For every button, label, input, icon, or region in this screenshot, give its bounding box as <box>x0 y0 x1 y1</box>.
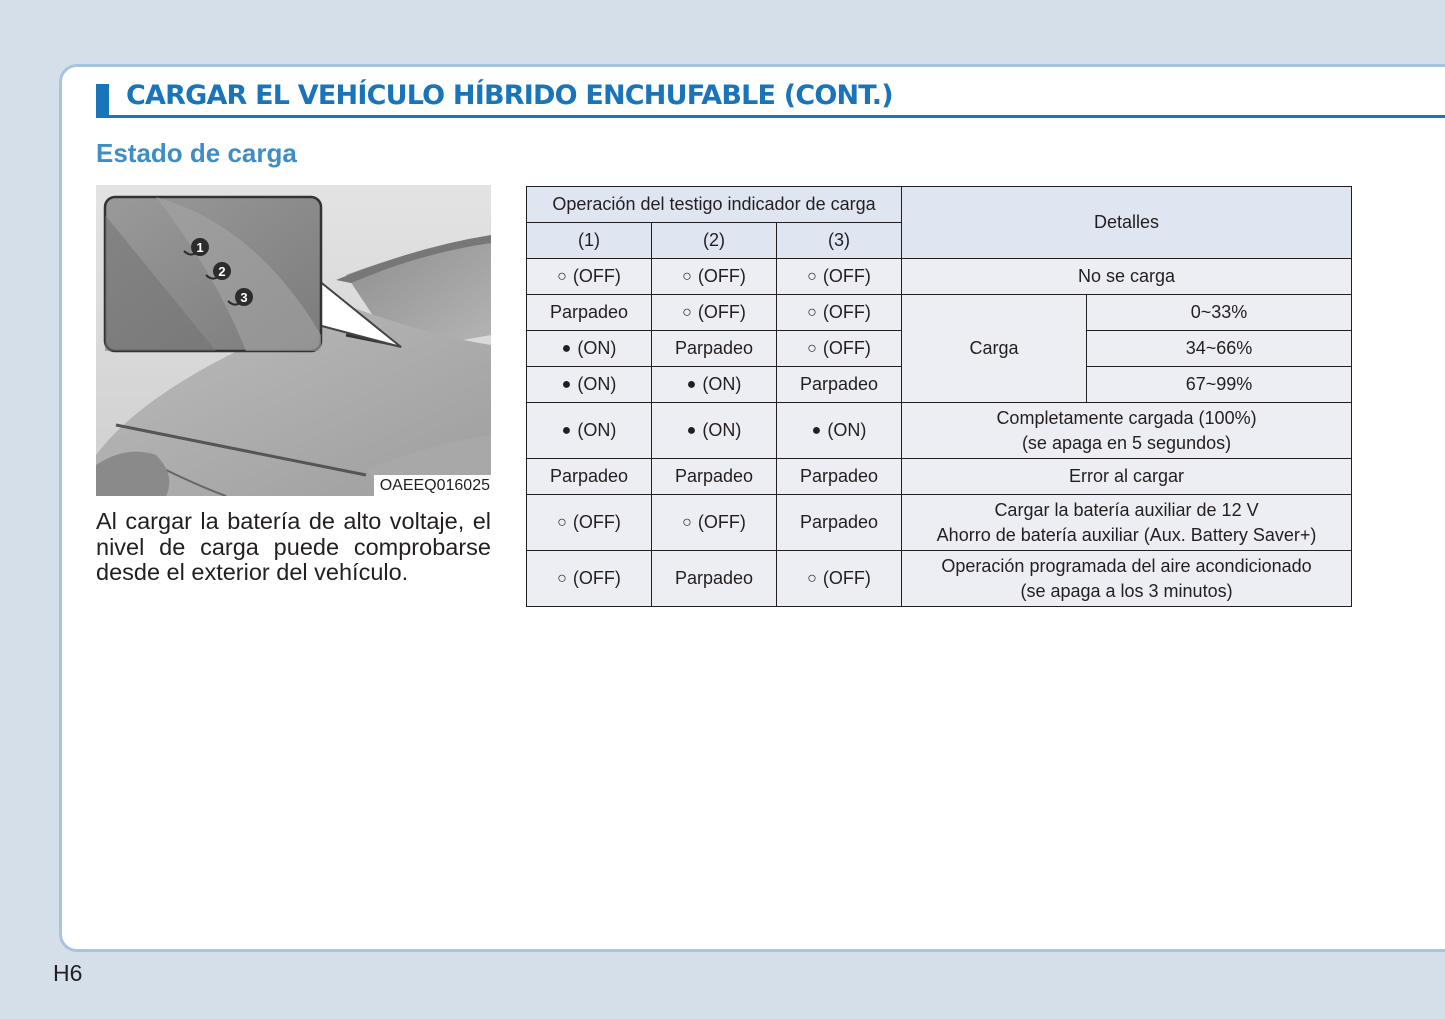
indicator-off-icon: ○ <box>682 303 692 321</box>
detail-cell: No se carga <box>902 259 1352 295</box>
indicator-on-icon: ● <box>561 375 572 393</box>
detail-cell <box>902 403 1352 459</box>
indicator-on-icon: ● <box>561 421 572 439</box>
indicator-off-icon: ○ <box>557 569 567 587</box>
table-row <box>527 459 1352 495</box>
indicator-cell: ● (ON) <box>527 403 652 459</box>
title-underline <box>96 115 1445 118</box>
indicator-cell: ● (ON) <box>652 403 777 459</box>
indicator-cell: Parpadeo <box>777 367 902 403</box>
indicator-cell: Parpadeo <box>652 331 777 367</box>
detail-cell <box>902 551 1352 607</box>
column-header-3: (3) <box>777 223 902 259</box>
detail-cell: 0~33% <box>1087 295 1352 331</box>
indicator-cell: ● (ON) <box>777 403 902 459</box>
table-row <box>527 551 1352 607</box>
detail-cell: 67~99% <box>1087 367 1352 403</box>
detail-line: Ahorro de batería auxiliar (Aux. Battery Saver+) <box>936 524 1317 545</box>
detail-cell: 34~66% <box>1087 331 1352 367</box>
title-accent-bar <box>96 84 109 118</box>
indicator-cell: Parpadeo <box>777 459 902 495</box>
detail-line: (se apaga a los 3 minutos) <box>1020 580 1233 601</box>
table-row <box>527 259 1352 295</box>
indicator-cell: ● (ON) <box>652 367 777 403</box>
indicator-cell: Parpadeo <box>527 459 652 495</box>
indicator-cell: Parpadeo <box>777 495 902 551</box>
svg-text:2: 2 <box>218 264 226 279</box>
indicator-on-icon: ● <box>811 421 822 439</box>
svg-text:3: 3 <box>240 290 248 305</box>
table-details-header: Detalles <box>902 187 1352 259</box>
charging-status-table <box>526 186 1352 607</box>
detail-cell <box>902 495 1352 551</box>
table-row <box>527 295 1352 331</box>
indicator-cell: ○ (OFF) <box>777 259 902 295</box>
indicator-on-icon: ● <box>686 421 697 439</box>
indicator-off-icon: ○ <box>557 267 567 285</box>
indicator-cell: ○ (OFF) <box>652 495 777 551</box>
indicator-cell: Parpadeo <box>652 459 777 495</box>
indicator-cell: ● (ON) <box>527 367 652 403</box>
indicator-cell: ○ (OFF) <box>777 295 902 331</box>
indicator-on-icon: ● <box>686 375 697 393</box>
indicator-off-icon: ○ <box>682 513 692 531</box>
figure-code: OAEEQ016025 <box>374 475 491 496</box>
indicator-cell: ● (ON) <box>527 331 652 367</box>
detail-line: Completamente cargada (100%) <box>996 407 1257 428</box>
indicator-cell: Parpadeo <box>527 295 652 331</box>
indicator-cell: ○ (OFF) <box>527 495 652 551</box>
page-number: H6 <box>53 960 83 986</box>
detail-line: Cargar la batería auxiliar de 12 V <box>994 499 1259 520</box>
indicator-cell: ○ (OFF) <box>652 259 777 295</box>
svg-text:1: 1 <box>196 240 204 255</box>
car-illustration <box>96 185 491 496</box>
column-header-2: (2) <box>652 223 777 259</box>
column-header-1: (1) <box>527 223 652 259</box>
indicator-off-icon: ○ <box>807 267 817 285</box>
table-row <box>527 495 1352 551</box>
indicator-cell: ○ (OFF) <box>777 331 902 367</box>
detail-line: (se apaga en 5 segundos) <box>1021 432 1232 453</box>
charging-indicator-figure <box>96 185 491 496</box>
indicator-on-icon: ● <box>561 339 572 357</box>
table-row <box>527 403 1352 459</box>
indicator-off-icon: ○ <box>807 569 817 587</box>
indicator-cell: ○ (OFF) <box>527 551 652 607</box>
indicator-off-icon: ○ <box>807 303 817 321</box>
detail-line: Operación programada del aire acondicionado <box>941 555 1312 576</box>
indicator-off-icon: ○ <box>682 267 692 285</box>
detail-cell: Error al cargar <box>902 459 1352 495</box>
section-heading: Estado de carga <box>96 138 297 168</box>
indicator-cell: ○ (OFF) <box>527 259 652 295</box>
table-group-header: Operación del testigo indicador de carga <box>527 187 902 223</box>
indicator-cell: ○ (OFF) <box>777 551 902 607</box>
page-title: CARGAR EL VEHÍCULO HÍBRIDO ENCHUFABLE (CONT.) <box>126 80 893 111</box>
body-paragraph: Al cargar la batería de alto voltaje, el nivel de carga puede comprobarse desde el exterior del vehículo. <box>96 508 491 585</box>
indicator-cell: Parpadeo <box>652 551 777 607</box>
indicator-cell: ○ (OFF) <box>652 295 777 331</box>
indicator-off-icon: ○ <box>807 339 817 357</box>
indicator-off-icon: ○ <box>557 513 567 531</box>
detail-group-cell: Carga <box>902 295 1087 403</box>
